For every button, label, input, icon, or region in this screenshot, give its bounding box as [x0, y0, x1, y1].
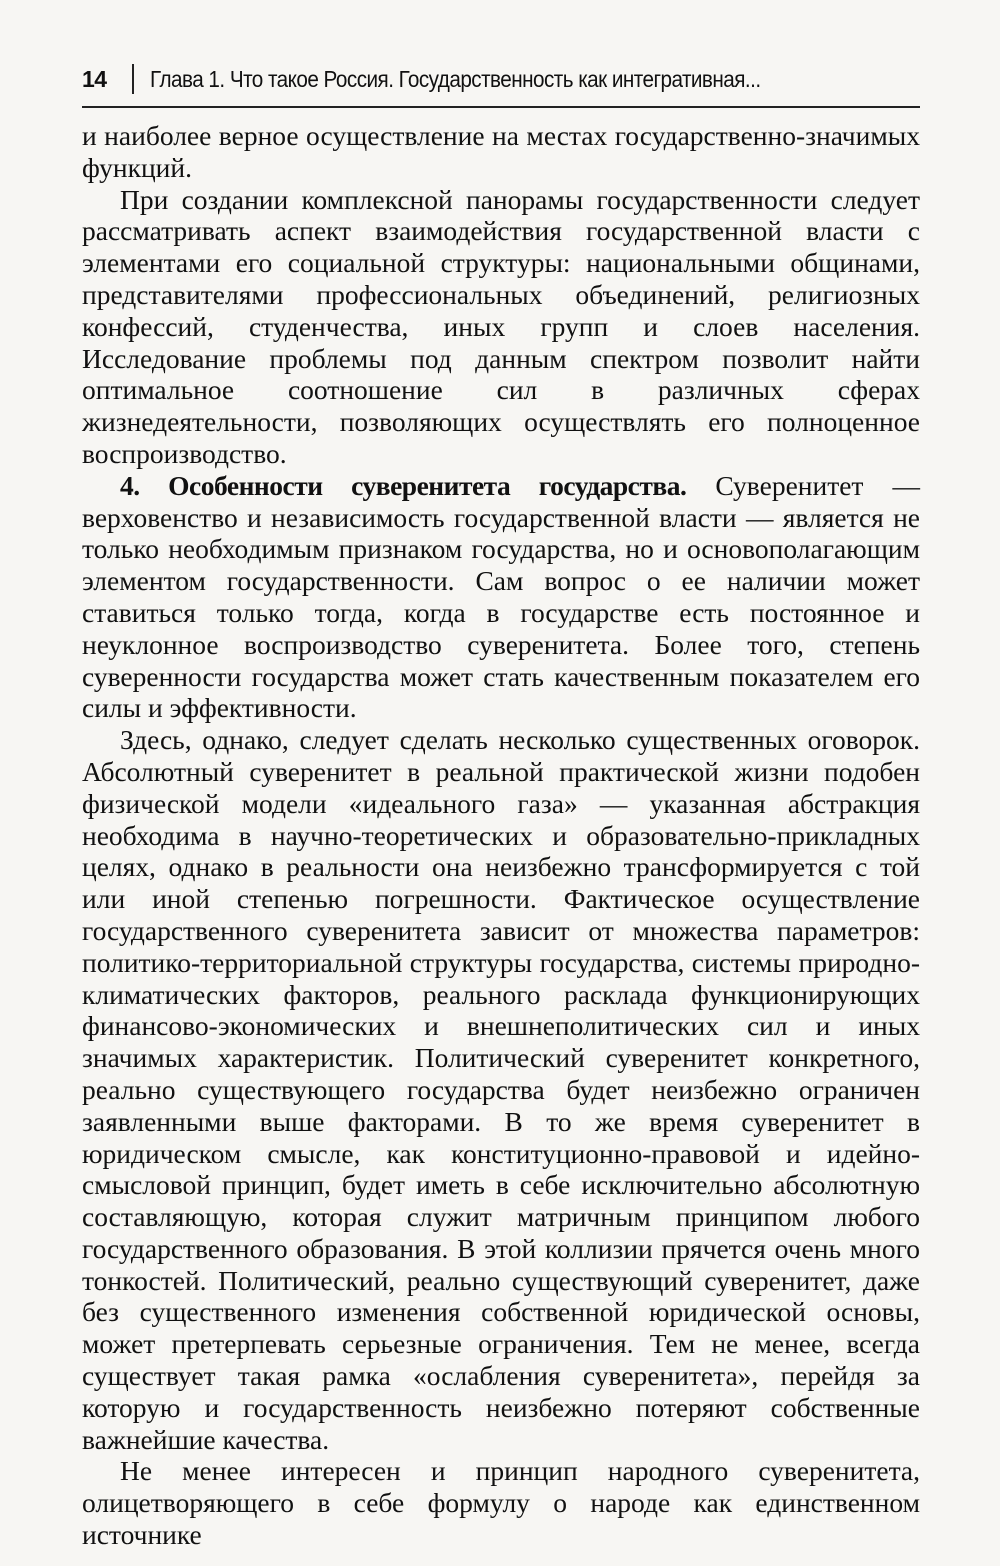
paragraph-popular-sovereignty: Не менее интересен и принцип народного суверенитета, олицетворяющего в себе формулу о народе как единственном источнике: [82, 1455, 920, 1551]
section-heading: 4. Особенности суверенитета государства.: [120, 469, 687, 501]
paragraph-panorama: При создании комплексной панорамы государственности следует рассматривать аспект взаимодействия государственной власти с элементами его социальной структуры: национальными общинами, представителями профессиональных объединений, религиозных конфессий, студенчества, иных групп и слоев населения. Исследование проблемы под данным спектром позволит найти оптимальное соотношение сил в различных сферах жизнедеятельности, позволяющих осуществлять его полноценное воспроизводство.: [82, 183, 920, 469]
header-divider: [132, 64, 134, 94]
running-header: [82, 58, 920, 108]
paragraph-sovereignty-section: [82, 470, 920, 724]
body-text: [82, 120, 920, 1551]
page-number: 14: [82, 65, 107, 92]
section-text: Суверенитет — верховенство и независимость государственной власти — является не только необходимым признаком государства, но и основополагающим элементом государственности. Сам вопрос о ее наличии может ставиться только тогда, когда в государстве есть постоянное и неуклонное воспроизводство суверенитета. Более того, степень суверенности государства может стать качественным показателем его силы и эффективности.: [82, 469, 920, 724]
book-page: [82, 58, 920, 1551]
paragraph-continued: и наиболее верное осуществление на местах государственно-значимых функций.: [82, 120, 920, 183]
chapter-title: Глава 1. Что такое Россия. Государственность как интегративная...: [150, 65, 761, 92]
paragraph-reservations: Здесь, однако, следует сделать несколько существенных оговорок. Абсолютный суверенитет в реальной практической жизни подобен физической модели «идеального газа» — указанная абстракция необходима в научно-теоретических и образовательно-прикладных целях, однако в реальности она неизбежно трансформируется с той или иной степенью погрешности. Фактическое осуществление государственного суверенитета зависит от множества параметров: политико-территориальной структуры государства, системы природно-климатических факторов, реального расклада функционирующих финансово-экономических и внешнеполитических сил и иных значимых характеристик. Политический суверенитет конкретного, реально существующего государства будет неизбежно ограничен заявленными выше факторами. В то же время суверенитет в юридическом смысле, как конституционно-правовой и идейно-смысловой принцип, будет иметь в себе исключительно абсолютную составляющую, которая служит матричным принципом любого государственного образования. В этой коллизии прячется очень много тонкостей. Политический, реально существующий суверенитет, даже без существенного изменения собственной юридической основы, может претерпевать серьезные ограничения. Тем не менее, всегда существует такая рамка «ослабления суверенитета», перейдя за которую и государственность неизбежно потеряют собственные важнейшие качества.: [82, 724, 920, 1455]
